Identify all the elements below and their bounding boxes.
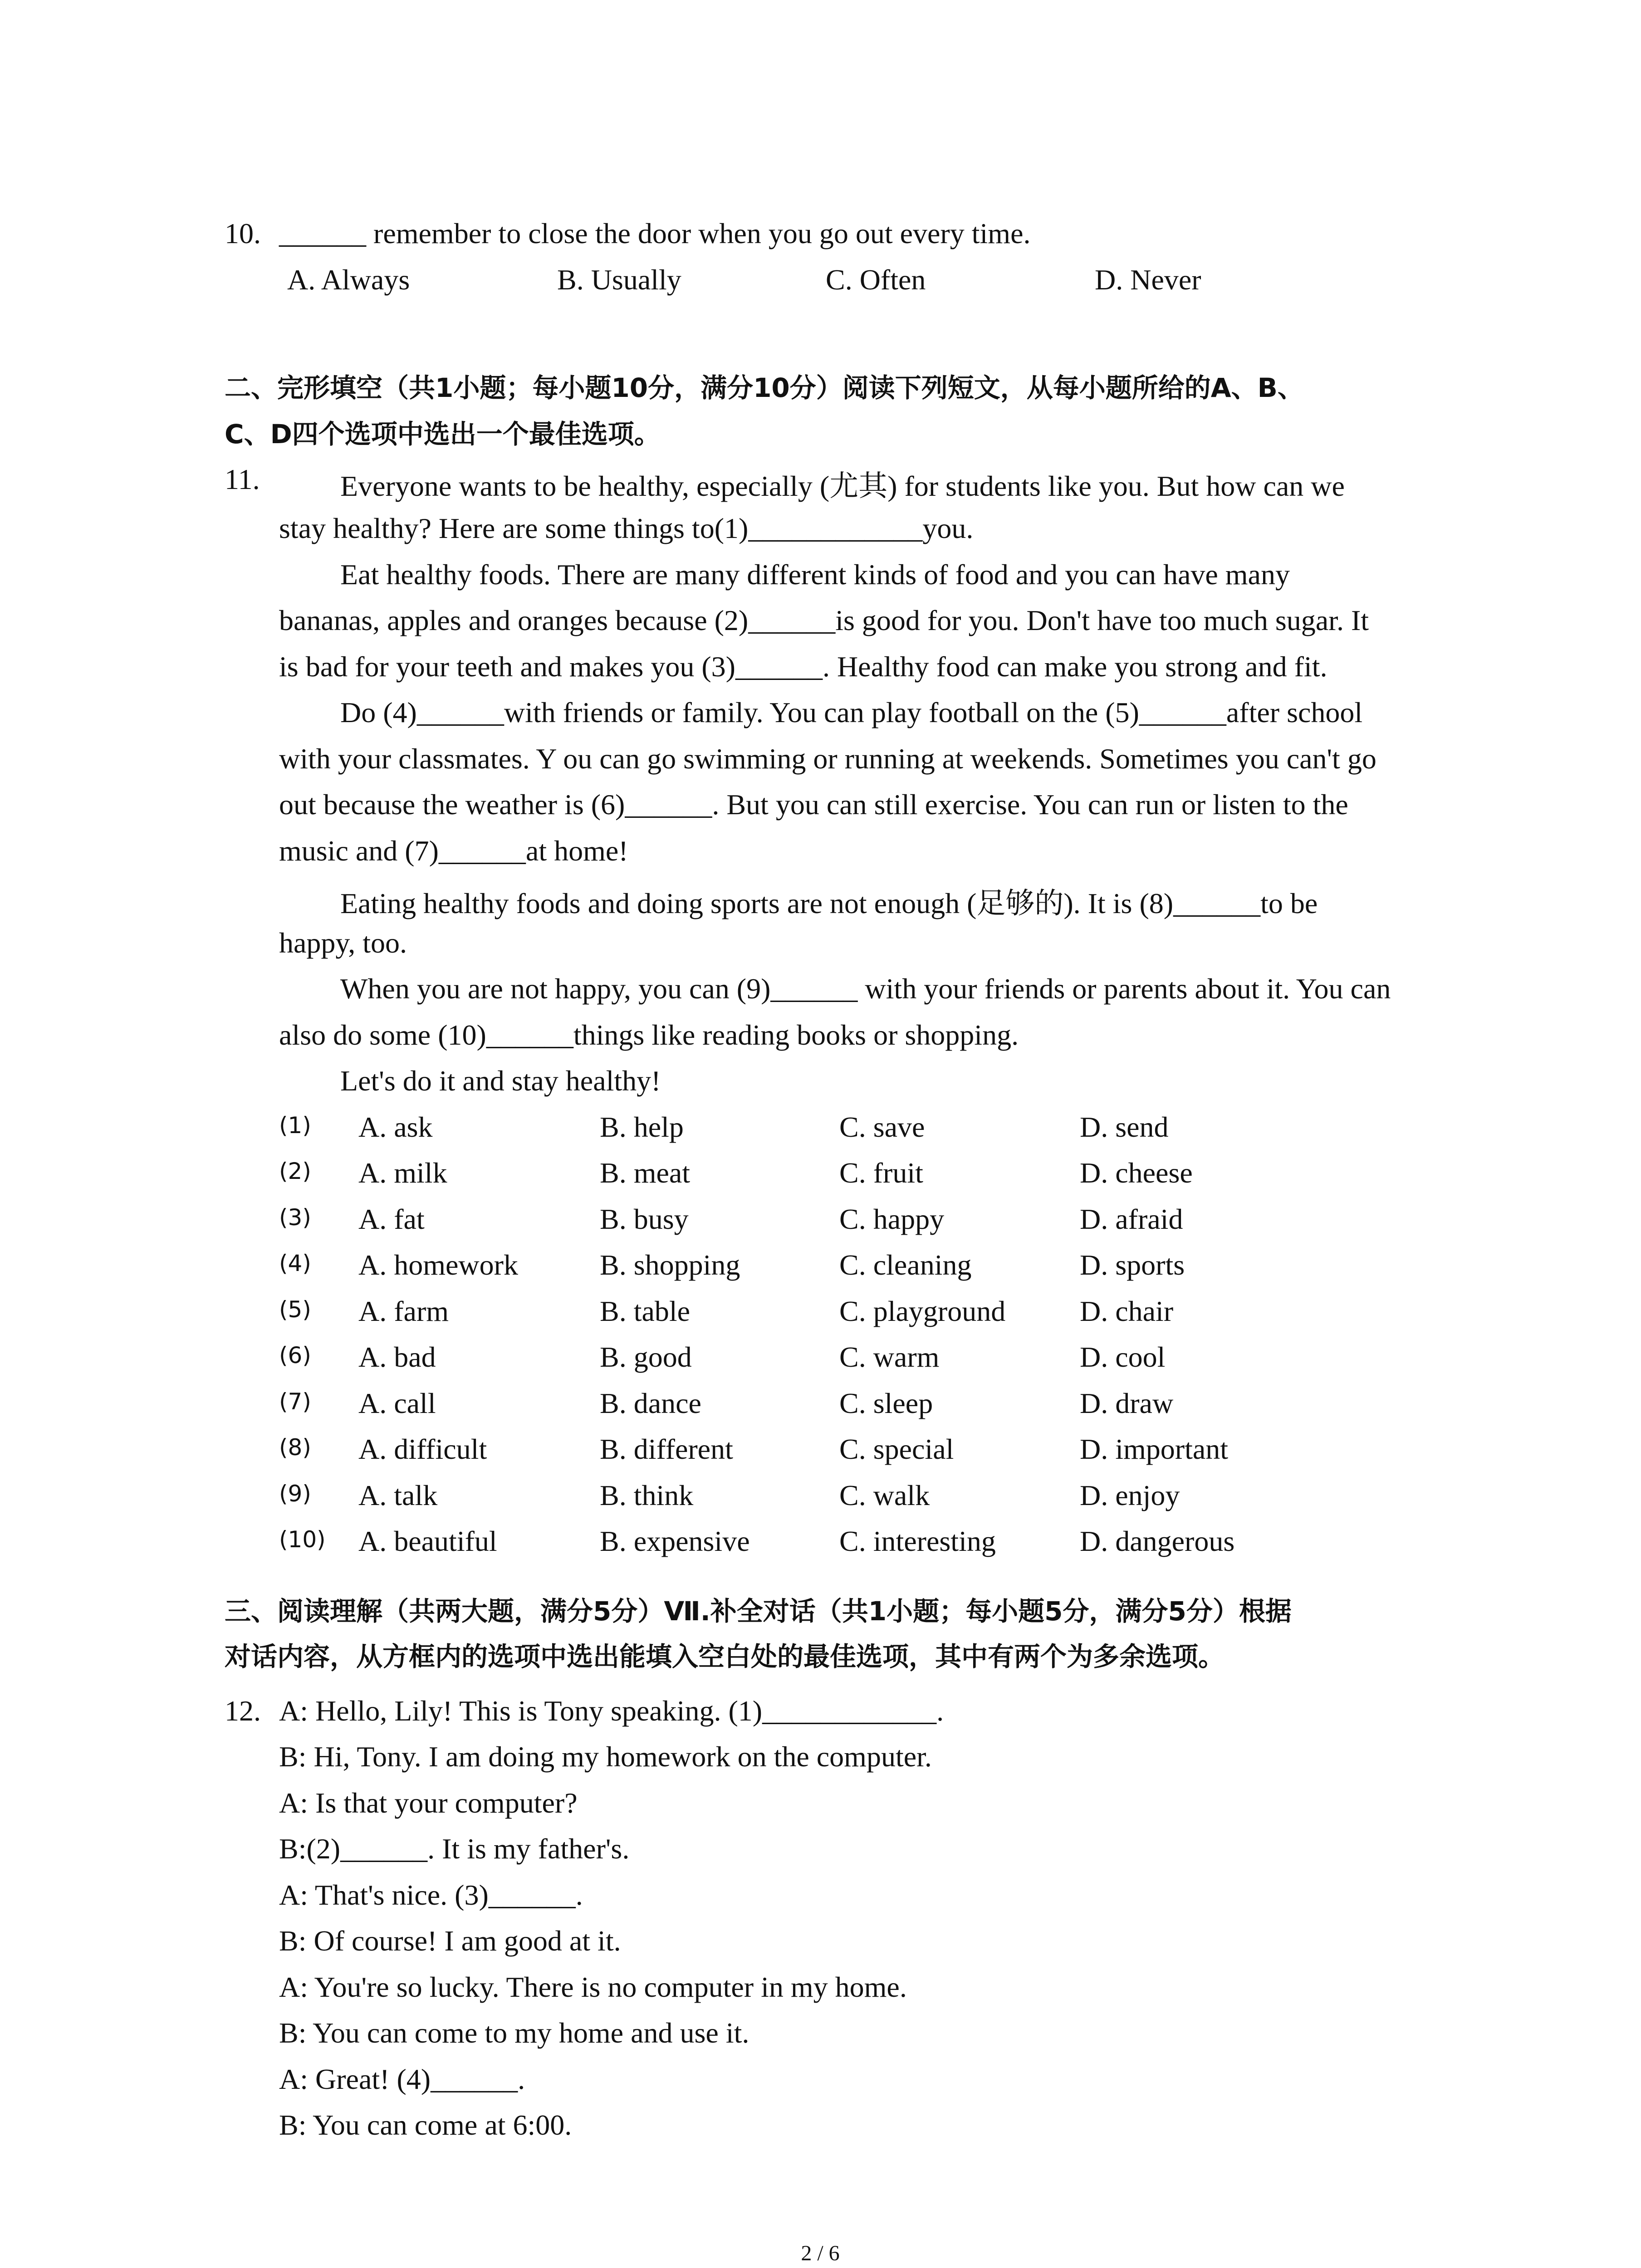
dialogue-line: A: You're so lucky. There is no computer in my home. [279, 1971, 907, 2003]
dialogue-line: B: Hi, Tony. I am doing my homework on the computer. [279, 1740, 932, 1773]
choice-option-a: A. bad [358, 1341, 436, 1373]
choice-number: (9) [279, 1481, 311, 1507]
q10-option-d: D. Never [1095, 264, 1201, 296]
choice-option-c: C. walk [839, 1479, 930, 1511]
q10-option-b: B. Usually [557, 264, 681, 296]
dialogue-line: A: Great! (4)______. [279, 2063, 525, 2095]
choice-option-d: D. send [1080, 1111, 1169, 1143]
choice-number: (5) [279, 1296, 311, 1323]
choice-option-d: D. sports [1080, 1249, 1185, 1281]
choice-option-b: B. busy [600, 1203, 689, 1235]
passage-line: is bad for your teeth and makes you (3)______. Healthy food can make you strong and fit. [279, 650, 1327, 683]
choice-option-c: C. playground [839, 1295, 1006, 1327]
section3-heading-line1: 三、阅读理解（共两大题，满分5分）Ⅶ.补全对话（共1小题；每小题5分，满分5分）根据 [225, 1596, 1292, 1627]
passage-line: stay healthy? Here are some things to(1)____________you. [279, 512, 974, 544]
choice-option-b: B. think [600, 1479, 694, 1511]
choice-option-b: B. expensive [600, 1525, 750, 1557]
choice-number: (10) [279, 1526, 326, 1553]
dialogue-line: A: Hello, Lily! This is Tony speaking. (1)____________. [279, 1695, 944, 1727]
choice-option-c: C. sleep [839, 1387, 933, 1419]
choice-option-d: D. afraid [1080, 1203, 1183, 1235]
passage-line: Let's do it and stay healthy! [340, 1065, 661, 1097]
choice-option-d: D. enjoy [1080, 1479, 1180, 1511]
q10-number: 10. [225, 217, 261, 249]
dialogue-line: A: Is that your computer? [279, 1787, 578, 1819]
choice-option-a: A. talk [358, 1479, 438, 1511]
page-number: 2 / 6 [801, 2241, 840, 2265]
choice-option-d: D. draw [1080, 1387, 1174, 1419]
passage-line: out because the weather is (6)______. But you can still exercise. You can run or listen to the [279, 788, 1348, 821]
choice-option-b: B. table [600, 1295, 691, 1327]
choice-number: (3) [279, 1204, 311, 1231]
choice-option-a: A. farm [358, 1295, 449, 1327]
choice-option-d: D. cool [1080, 1341, 1166, 1373]
choice-option-c: C. fruit [839, 1157, 923, 1189]
choice-option-b: B. help [600, 1111, 684, 1143]
choice-option-a: A. ask [358, 1111, 433, 1143]
choice-option-c: C. warm [839, 1341, 940, 1373]
section2-heading-line1: 二、完形填空（共1小题；每小题10分，满分10分）阅读下列短文，从每小题所给的A、B、 [225, 372, 1304, 403]
choice-option-d: D. dangerous [1080, 1525, 1235, 1557]
dialogue-line: B:(2)______. It is my father's. [279, 1833, 630, 1865]
q10-stem: ______ remember to close the door when you go out every time. [279, 217, 1031, 249]
choice-option-c: C. cleaning [839, 1249, 972, 1281]
choice-option-b: B. different [600, 1433, 733, 1465]
dialogue-line: B: You can come at 6:00. [279, 2109, 572, 2141]
passage-line: music and (7)______at home! [279, 835, 628, 867]
choice-option-a: A. beautiful [358, 1525, 497, 1557]
choice-option-c: C. special [839, 1433, 954, 1465]
choice-option-c: C. happy [839, 1203, 945, 1235]
passage-line: Eat healthy foods. There are many different kinds of food and you can have many [340, 558, 1290, 591]
choice-option-c: C. interesting [839, 1525, 996, 1557]
passage-line: Everyone wants to be healthy, especially (尤其) for students like you. But how can we [340, 470, 1345, 502]
choice-option-d: D. cheese [1080, 1157, 1193, 1189]
choice-option-b: B. dance [600, 1387, 701, 1419]
choice-number: (4) [279, 1250, 311, 1276]
choice-option-d: D. chair [1080, 1295, 1174, 1327]
choice-option-a: A. call [358, 1387, 436, 1419]
choice-option-a: A. homework [358, 1249, 518, 1281]
choice-option-b: B. meat [600, 1157, 691, 1189]
dialogue-line: B: You can come to my home and use it. [279, 2017, 749, 2049]
dialogue-line: B: Of course! I am good at it. [279, 1925, 621, 1957]
choice-option-b: B. shopping [600, 1249, 740, 1281]
section3-heading-line2: 对话内容，从方框内的选项中选出能填入空白处的最佳选项，其中有两个为多余选项。 [225, 1641, 1225, 1672]
choice-number: (6) [279, 1342, 311, 1369]
passage-line: Eating healthy foods and doing sports are not enough (足够的). It is (8)______to be [340, 887, 1318, 919]
choice-option-d: D. important [1080, 1433, 1229, 1465]
passage-line: happy, too. [279, 927, 407, 959]
choice-option-c: C. save [839, 1111, 925, 1143]
section2-heading-line2: C、D四个选项中选出一个最佳选项。 [225, 419, 661, 450]
passage-line: also do some (10)______things like reading books or shopping. [279, 1019, 1019, 1051]
passage-line: Do (4)______with friends or family. You can play football on the (5)______after school [340, 696, 1363, 728]
choice-number: (1) [279, 1112, 311, 1139]
q10-option-a: A. Always [287, 264, 410, 296]
choice-option-a: A. difficult [358, 1433, 487, 1465]
choice-option-b: B. good [600, 1341, 692, 1373]
choice-number: (7) [279, 1388, 311, 1415]
q12-number: 12. [225, 1695, 261, 1727]
q10-option-c: C. Often [826, 264, 926, 296]
passage-line: with your classmates. Y ou can go swimming or running at weekends. Sometimes you can't go [279, 743, 1376, 775]
choice-number: (2) [279, 1158, 311, 1184]
choice-option-a: A. milk [358, 1157, 447, 1189]
passage-line: When you are not happy, you can (9)______ with your friends or parents about it. You can [340, 973, 1391, 1005]
dialogue-line: A: That's nice. (3)______. [279, 1879, 583, 1911]
choice-number: (8) [279, 1434, 311, 1461]
choice-option-a: A. fat [358, 1203, 425, 1235]
passage-line: bananas, apples and oranges because (2)______is good for you. Don't have too much sugar. It [279, 604, 1369, 636]
q11-number: 11. [225, 463, 260, 495]
